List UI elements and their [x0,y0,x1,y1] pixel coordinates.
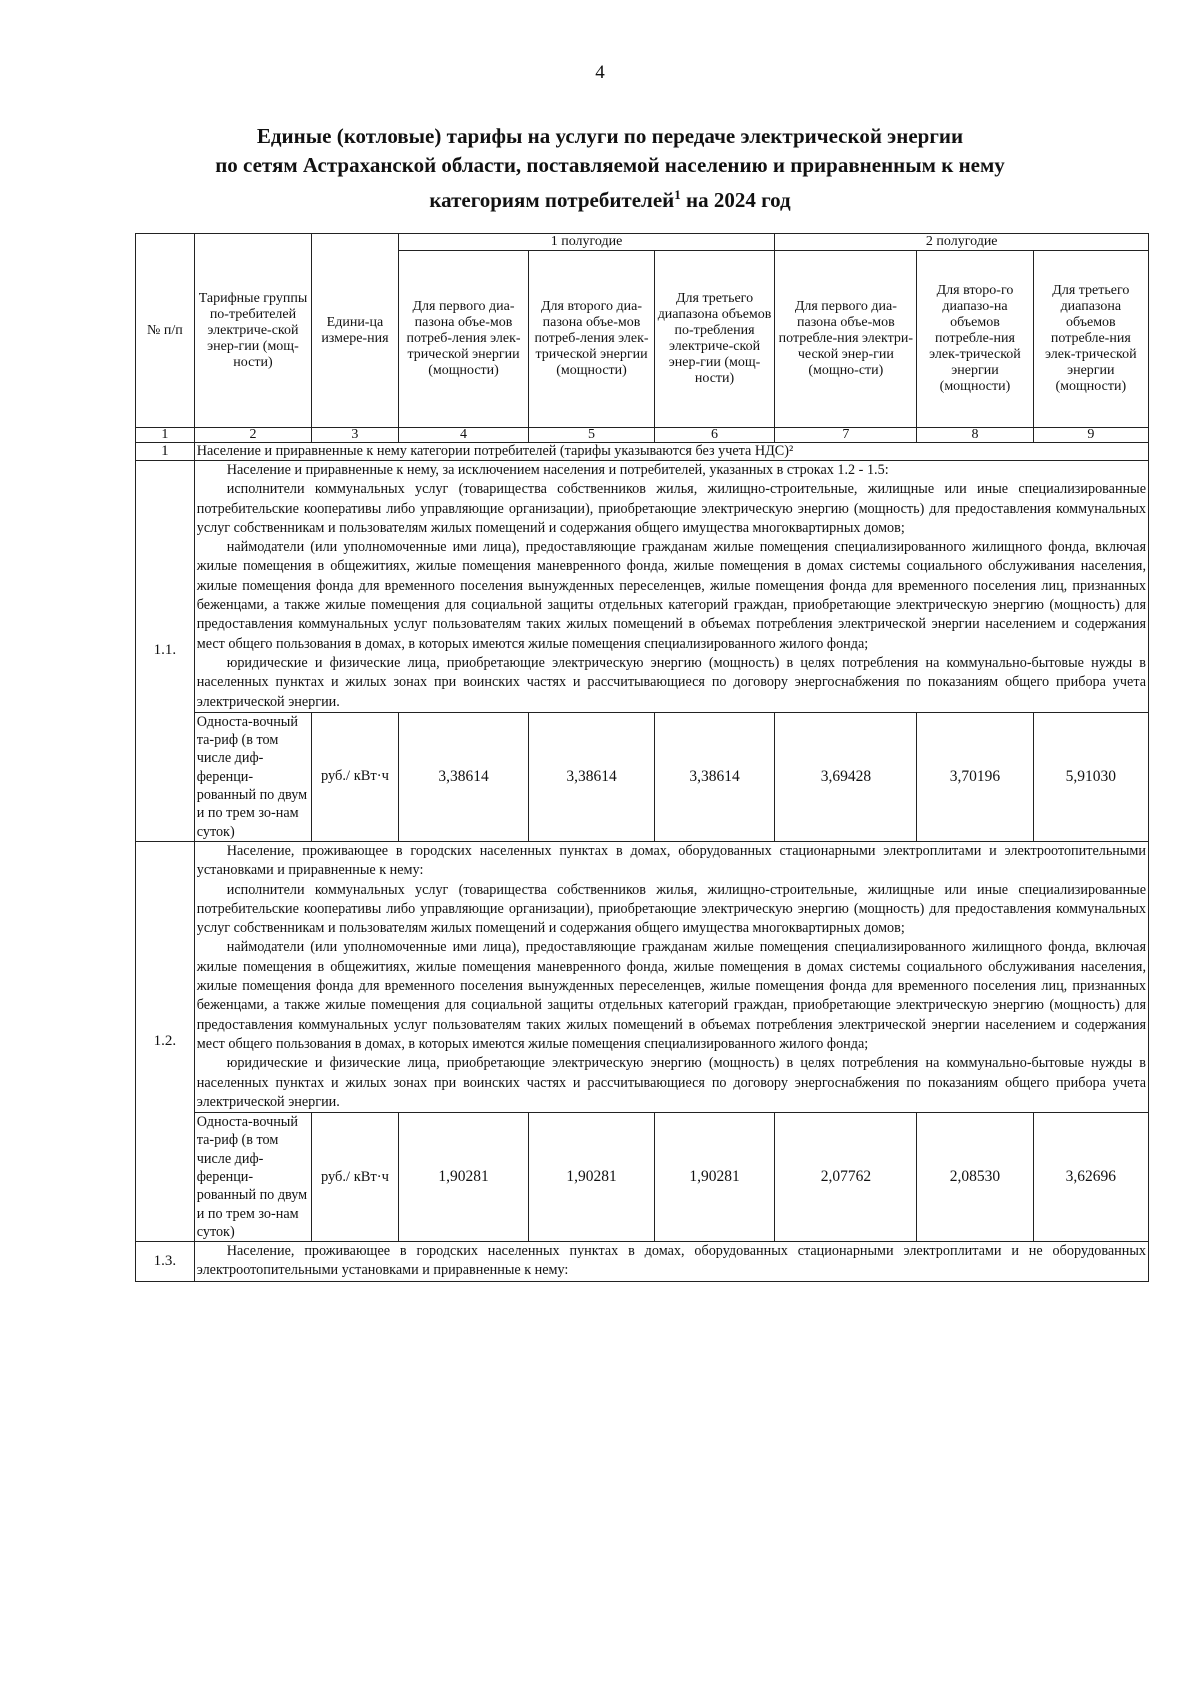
section-title: Население и приравненные к нему категории потребителей (тарифы указываются без учета НДС)² [194,443,1148,461]
description-paragraph: наймодатели (или уполномоченные ими лица), предоставляющие гражданам жилые помещения специализированного жилищного фонда, включая жилые помещения в общежитиях, жилые помещения маневренного фонда, жилые помещения в домах системы социального обслуживания населения, жилые помещения фонда для временного поселения вынужденных переселенцев, жилые помещения фонда для временного поселения лиц, признанных беженцами, а также жилые помещения для социальной защиты отдельных категорий граждан, приобретающие электрическую энергию (мощность) для предоставления коммунальных услуг пользователям таких жилых помещений в объемах потребления электрической энергии населением и содержания мест общего пользования в домах, в которых имеются жилые помещения специализированного жилого фонда; [196,939,1146,1052]
tariff-value: 3,62696 [1033,1113,1148,1242]
column-number: 4 [398,428,529,443]
document-title [150,122,1070,215]
description-paragraph: исполнители коммунальных услуг (товарищества собственников жилья, жилищно-строительные, жилищные или иные специализированные потребительские кооперативы либо управляющие организации), приобретающие электрическую энергию (мощность) для предоставления коммунальных услуг собственникам и пользователям жилых помещений и содержания общего имущества многоквартирных домов; [196,481,1146,536]
column-number: 3 [312,428,398,443]
header-col-6: Для третьего диапазона объемов по-требления электриче-ской энер-гии (мощ-ности) [654,251,775,428]
section-code: 1 [136,443,195,461]
unit-cell: руб./ кВт·ч [312,712,398,841]
column-number: 2 [194,428,311,443]
row-1-2-description [136,841,1149,1112]
title-line-3 [150,180,1070,215]
column-number: 8 [917,428,1033,443]
description-paragraph: юридические и физические лица, приобретающие электрическую энергию (мощность) в целях потребления на коммунально-бытовые нужды в населенных пунктах и жилых зонах при воинских частях и рассчитывающиеся по договору энергоснабжения по показаниям общего прибора учета электрической энергии. [196,1055,1146,1110]
section-row [136,443,1149,461]
header-col-4: Для первого диа-пазона объе-мов потреб-ления элек-трической энергии (мощности) [398,251,529,428]
footnote-mark: 1 [674,187,681,202]
tariff-group: Односта-вочный та-риф (в том числе диф-ференци-рованный по двум и по трем зо-нам суток) [194,712,311,841]
description-paragraph: наймодатели (или уполномоченные ими лица), предоставляющие гражданам жилые помещения специализированного жилищного фонда, включая жилые помещения в общежитиях, жилые помещения маневренного фонда, жилые помещения в домах системы социального обслуживания населения, жилые помещения фонда для временного поселения вынужденных переселенцев, жилые помещения фонда для временного поселения лиц, признанных беженцами, а также жилые помещения для социальной защиты отдельных категорий граждан, приобретающие электрическую энергию (мощность) для предоставления коммунальных услуг пользователям таких жилых помещений в объемах потребления электрической энергии населением и содержания мест общего пользования в домах, в которых имеются жилые помещения специализированного жилого фонда; [196,539,1146,652]
description-paragraph: исполнители коммунальных услуг (товарищества собственников жилья, жилищно-строительные, жилищные или иные специализированные потребительские кооперативы либо управляющие организации), приобретающие электрическую энергию (мощность) для предоставления коммунальных услуг собственникам и пользователям жилых помещений и содержания общего имущества многоквартирных домов; [196,881,1146,937]
title-line-1: Единые (котловые) тарифы на услуги по передаче электрической энергии [256,124,964,148]
tariff-value: 5,91030 [1033,712,1148,841]
column-number-row [136,428,1149,443]
header-unit: Едини-ца измере-ния [312,234,398,428]
row-code: 1.3. [136,1242,195,1282]
column-number: 7 [775,428,917,443]
header-col-5: Для второго диа-пазона объе-мов потреб-ления элек-трической энергии (мощности) [529,251,654,428]
row-1-3-description [136,1242,1149,1282]
row-description [194,841,1148,1112]
row-1-2-tariff [136,1113,1149,1242]
tariff-value: 1,90281 [398,1113,529,1242]
unit-cell: руб./ кВт·ч [312,1113,398,1242]
title-line-2: по сетям Астраханской области, поставляемой населению и приравненным к нему [215,153,1005,177]
tariff-value: 1,90281 [529,1113,654,1242]
header-tariff-group: Тарифные группы по-требителей электриче-ской энер-гии (мощ-ности) [194,234,311,428]
row-description [194,1242,1148,1282]
row-1-1-description [136,461,1149,713]
header-number: № п/п [136,234,195,428]
row-description [194,461,1148,713]
tariff-value: 2,08530 [917,1113,1033,1242]
column-number: 1 [136,428,195,443]
row-code: 1.2. [136,841,195,1241]
title-line-3-text: категориям потребителей [429,188,675,212]
header-col-8: Для второ-го диапазо-на объемов потребле-ния элек-трической энергии (мощности) [917,251,1033,428]
column-number: 9 [1033,428,1148,443]
header-second-half: 2 полугодие [775,234,1149,251]
tariff-value: 3,38614 [398,712,529,841]
tariff-value: 3,69428 [775,712,917,841]
tariff-group: Односта-вочный та-риф (в том числе диф-ференци-рованный по двум и по трем зо-нам суток) [194,1113,311,1242]
title-line-3-year: на 2024 год [680,188,791,212]
description-paragraph: юридические и физические лица, приобретающие электрическую энергию (мощность) в целях потребления на коммунально-бытовые нужды в населенных пунктах и жилых зонах при воинских частях и рассчитывающиеся по договору энергоснабжения по показаниям общего прибора учета электрической энергии. [196,654,1146,710]
header-col-7: Для первого диа-пазона объе-мов потребле-ния электри-ческой энер-гии (мощно-сти) [775,251,917,428]
tariff-table [135,233,1149,1282]
page-number: 4 [595,62,605,83]
description-paragraph: Население, проживающее в городских населенных пунктах в домах, оборудованных стационарными электроплитами и не оборудованных электроотопительными установками и приравненные к нему: [196,1243,1146,1279]
header-col-9: Для третьего диапазона объемов потребле-ния элек-трической энергии (мощности) [1033,251,1148,428]
tariff-value: 1,90281 [654,1113,775,1242]
header-first-half: 1 полугодие [398,234,775,251]
row-code: 1.1. [136,461,195,842]
row-1-1-tariff [136,712,1149,841]
tariff-value: 3,70196 [917,712,1033,841]
tariff-value: 2,07762 [775,1113,917,1242]
tariff-value: 3,38614 [529,712,654,841]
column-number: 5 [529,428,654,443]
description-paragraph: Население и приравненные к нему, за исключением населения и потребителей, указанных в строках 1.2 - 1.5: [226,462,889,478]
column-number: 6 [654,428,775,443]
description-paragraph: Население, проживающее в городских населенных пунктах в домах, оборудованных стационарными электроплитами и электроотопительными установками и приравненные к нему: [196,842,1146,879]
tariff-value: 3,38614 [654,712,775,841]
